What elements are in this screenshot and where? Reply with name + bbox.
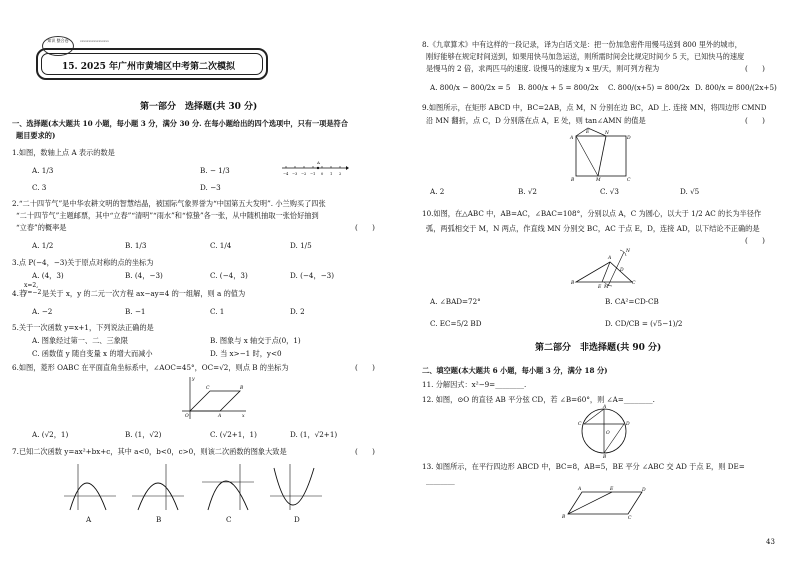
question-10-line1: 10.如图，在△ABC 中，AB=AC，∠BAC=108°，分别以点 A，C 为圆心，以大于 1/2 AC 的长为半径作 xyxy=(422,209,762,218)
question-2-line1: 2.“二十四节气”是中华农耕文明的智慧结晶，被国际气象界誉为“中国第五大发明”. 小兰购买了四张 xyxy=(12,199,326,208)
question-8-line2: 刚好能够在规定时间送到，如果用快马加急运送，则所需时间会比规定时间少 5 天，已知快马的速度 xyxy=(426,52,745,61)
q1-option-c: C. 3 xyxy=(32,183,47,192)
page-number: 43 xyxy=(766,538,775,546)
q10-option-b: B. CA²=CD·CB xyxy=(605,297,659,306)
q9-rectangle-figure xyxy=(568,126,634,182)
q2-option-d: D. 1/5 xyxy=(290,241,312,250)
svg-text:N: N xyxy=(626,249,630,254)
q7-label-a: A xyxy=(86,515,92,524)
badge-seal: 知识 整合卷 xyxy=(42,36,74,56)
q2-option-a: A. 1/2 xyxy=(32,241,54,250)
svg-text:A: A xyxy=(608,256,612,261)
svg-text:−1: −1 xyxy=(310,172,316,176)
question-8-line3: 是慢马的 2 倍，求两匹马的速度. 设慢马的速度为 x 里/天，则可列方程为 xyxy=(426,64,660,73)
svg-text:O: O xyxy=(606,431,610,436)
q6-answer-blank: ( ) xyxy=(355,363,375,372)
q9-option-b: B. √2 xyxy=(518,187,538,196)
q9-option-d: D. √5 xyxy=(680,187,700,196)
svg-text:−2: −2 xyxy=(301,172,307,176)
svg-text:M: M xyxy=(596,178,601,182)
svg-text:1: 1 xyxy=(330,172,333,176)
q2-option-b: B. 1/3 xyxy=(125,241,147,250)
q6-option-a: A. (√2，1) xyxy=(32,430,69,439)
question-9-line2: 沿 MN 翻折，点 C，D 分别落在点 A，E 处，则 tan∠AMN 的值是 xyxy=(426,116,646,125)
q4-system: x=2, y=−2 xyxy=(24,282,42,296)
q8-option-b: B. 800/x + 5 = 800/2x xyxy=(518,83,599,92)
q13-parallelogram-figure xyxy=(560,486,646,520)
q8-option-a: A. 800/x − 800/2x = 5 xyxy=(430,83,511,92)
q9-option-c: C. √3 xyxy=(600,187,619,196)
svg-text:C: C xyxy=(632,281,636,286)
q7-graph-b xyxy=(130,462,186,512)
question-10-line2: 弧，两弧相交于 M，N 两点，作直线 MN 分别交 BC，AC 于点 E，D，连接 AD，以下结论不正确的是 xyxy=(426,224,760,233)
header-small: xxxxxxxxxxxxxxxxx xyxy=(80,39,109,43)
q7-graph-c xyxy=(200,462,256,512)
svg-text:B: B xyxy=(240,386,244,391)
section1-line1: 一、选择题(本大题共 10 小题，每小题 3 分，满分 30 分. 在每小题给出的四个选项中，只有一项是符合 xyxy=(12,119,348,128)
svg-text:N: N xyxy=(605,131,609,136)
svg-text:D: D xyxy=(620,268,624,273)
question-6: 6.如图，菱形 OABC 在平面直角坐标系中，∠AOC=45°，OC=√2，则点 B 的坐标为 xyxy=(12,363,289,372)
q3-option-b: B. (4，−3) xyxy=(125,271,163,280)
q10-option-d: D. CD/CB = (√5−1)/2 xyxy=(605,319,683,328)
q10-answer-blank: ( ) xyxy=(745,236,765,245)
svg-text:C: C xyxy=(578,422,582,427)
question-3: 3.点 P(−4，−3)关于原点对称的点的坐标为 xyxy=(12,258,154,267)
q5-option-b: B. 图象与 x 轴交于点(0，1) xyxy=(210,336,301,345)
q2-option-c: C. 1/4 xyxy=(210,241,232,250)
q6-rhombus-figure xyxy=(178,375,250,425)
q6-option-d: D. (1，√2+1) xyxy=(290,430,338,439)
part2-title: 第二部分 非选择题(共 90 分) xyxy=(535,343,662,353)
svg-text:A: A xyxy=(578,487,582,492)
q1-option-b: B. − 1/3 xyxy=(200,166,230,175)
q6-option-b: B. (1，√2) xyxy=(125,430,162,439)
q10-option-c: C. EC=5/2 BD xyxy=(430,319,482,328)
q7-label-d: D xyxy=(294,515,300,524)
q12-circle-figure xyxy=(572,404,636,458)
q9-answer-blank: ( ) xyxy=(745,116,765,125)
question-4-prefix: 4.若 xyxy=(12,289,27,298)
q7-label-c: C xyxy=(226,515,232,524)
q8-answer-blank: ( ) xyxy=(745,64,765,73)
question-7: 7.已知二次函数 y=ax²+bx+c，其中 a<0，b<0，c>0，则该二次函数的图象大致是 xyxy=(12,447,287,456)
svg-text:x: x xyxy=(242,414,245,419)
q10-option-a: A. ∠BAD=72° xyxy=(430,297,481,306)
q4-option-a: A. −2 xyxy=(32,307,53,316)
svg-text:E: E xyxy=(610,487,614,492)
svg-text:A: A xyxy=(218,414,222,419)
question-2-line3: “立春”的概率是 xyxy=(16,223,67,232)
q1-option-d: D. −3 xyxy=(200,183,221,192)
q2-answer-blank: ( ) xyxy=(355,223,375,232)
question-1: 1.如图，数轴上点 A 表示的数是 xyxy=(12,148,115,157)
svg-text:y: y xyxy=(192,377,195,382)
svg-text:E: E xyxy=(586,130,590,135)
section2-heading: 二、填空题(本大题共 6 小题，每小题 3 分，满分 18 分) xyxy=(422,366,608,375)
q9-option-a: A. 2 xyxy=(430,187,445,196)
q3-option-a: A. (4，3) xyxy=(32,271,64,280)
svg-text:O: O xyxy=(185,414,189,419)
question-8-line1: 8.《九章算术》中有这样的一段记录，译为白话文是：把一份加急密件用慢马送到 800 里外的城市， xyxy=(422,40,742,49)
svg-text:C: C xyxy=(628,516,632,520)
question-11: 11. 分解因式：x²−9=________. xyxy=(422,380,527,389)
q1-option-a: A. 1/3 xyxy=(32,166,54,175)
svg-text:A: A xyxy=(570,136,574,141)
q5-option-c: C. 函数值 y 随自变量 x 的增大而减小 xyxy=(32,349,153,358)
svg-text:B: B xyxy=(571,281,575,286)
svg-text:E: E xyxy=(598,285,602,288)
q5-option-a: A. 图象经过第一、二、三象限 xyxy=(32,336,129,345)
question-4: 是关于 x，y 的二元一次方程 ax−ay=4 的一组解，则 a 的值为 xyxy=(42,289,246,298)
svg-text:A: A xyxy=(317,160,320,165)
q7-label-b: B xyxy=(156,515,162,524)
q10-triangle-figure xyxy=(570,244,636,288)
exam-title: 15. 2025 年广州市黄埔区中考第二次模拟 xyxy=(62,62,235,72)
question-9-line1: 9.如图所示，在矩形 ABCD 中，BC=2AB，点 M，N 分别在边 BC，AD 上. 连接 MN，将四边形 CMND xyxy=(422,103,767,112)
svg-text:B: B xyxy=(562,515,566,520)
q3-option-d: D. (−4，−3) xyxy=(290,271,335,280)
q4-option-c: C. 1 xyxy=(210,307,225,316)
section1-line2: 题目要求的) xyxy=(16,131,56,140)
q4-option-b: B. −1 xyxy=(125,307,146,316)
svg-text:0: 0 xyxy=(321,172,324,176)
svg-text:−4: −4 xyxy=(283,172,289,176)
question-5: 5.关于一次函数 y=x+1，下列说法正确的是 xyxy=(12,323,154,332)
q7-answer-blank: ( ) xyxy=(355,447,375,456)
q4-option-d: D. 2 xyxy=(290,307,305,316)
svg-text:B: B xyxy=(571,178,575,182)
q3-option-c: C. (−4，3) xyxy=(210,271,248,280)
question-13-line1: 13. 如图所示，在平行四边形 ABCD 中，BC=8，AB=5，BE 平分 ∠ABC 交 AD 于点 E，则 DE= xyxy=(422,462,745,471)
q8-option-d: D. 800/x = 800/(2x+5) xyxy=(695,83,777,92)
svg-text:2: 2 xyxy=(339,172,342,176)
q7-graph-a xyxy=(62,462,118,512)
q5-option-d: D. 当 x>−1 时，y<0 xyxy=(210,349,282,358)
q6-option-c: C. (√2+1，1) xyxy=(210,430,257,439)
q7-graph-d xyxy=(268,462,324,512)
question-12: 12. 如图，⊙O 的直径 AB 平分弦 CD，若 ∠B=60°，则 ∠A=________. xyxy=(422,395,655,404)
question-2-line2: “二十四节气”主题邮票，其中“立春”“清明”“雨水”和“惊蛰”各一张，从中随机抽取一张恰好抽到 xyxy=(16,211,319,220)
svg-text:D: D xyxy=(627,136,631,141)
svg-text:−3: −3 xyxy=(292,172,298,176)
q8-option-c: C. 800/(x+5) = 800/2x xyxy=(608,83,690,92)
question-13-line2: ________ xyxy=(426,476,455,485)
q1-number-line xyxy=(280,158,350,180)
part1-title: 第一部分 选择题(共 30 分) xyxy=(140,102,258,112)
svg-text:C: C xyxy=(627,178,631,182)
svg-text:C: C xyxy=(206,386,210,391)
svg-text:M: M xyxy=(604,285,609,288)
svg-text:B: B xyxy=(603,455,607,458)
right-page xyxy=(400,0,800,567)
svg-text:D: D xyxy=(642,488,646,493)
svg-text:A: A xyxy=(603,405,607,410)
svg-text:D: D xyxy=(626,422,630,427)
